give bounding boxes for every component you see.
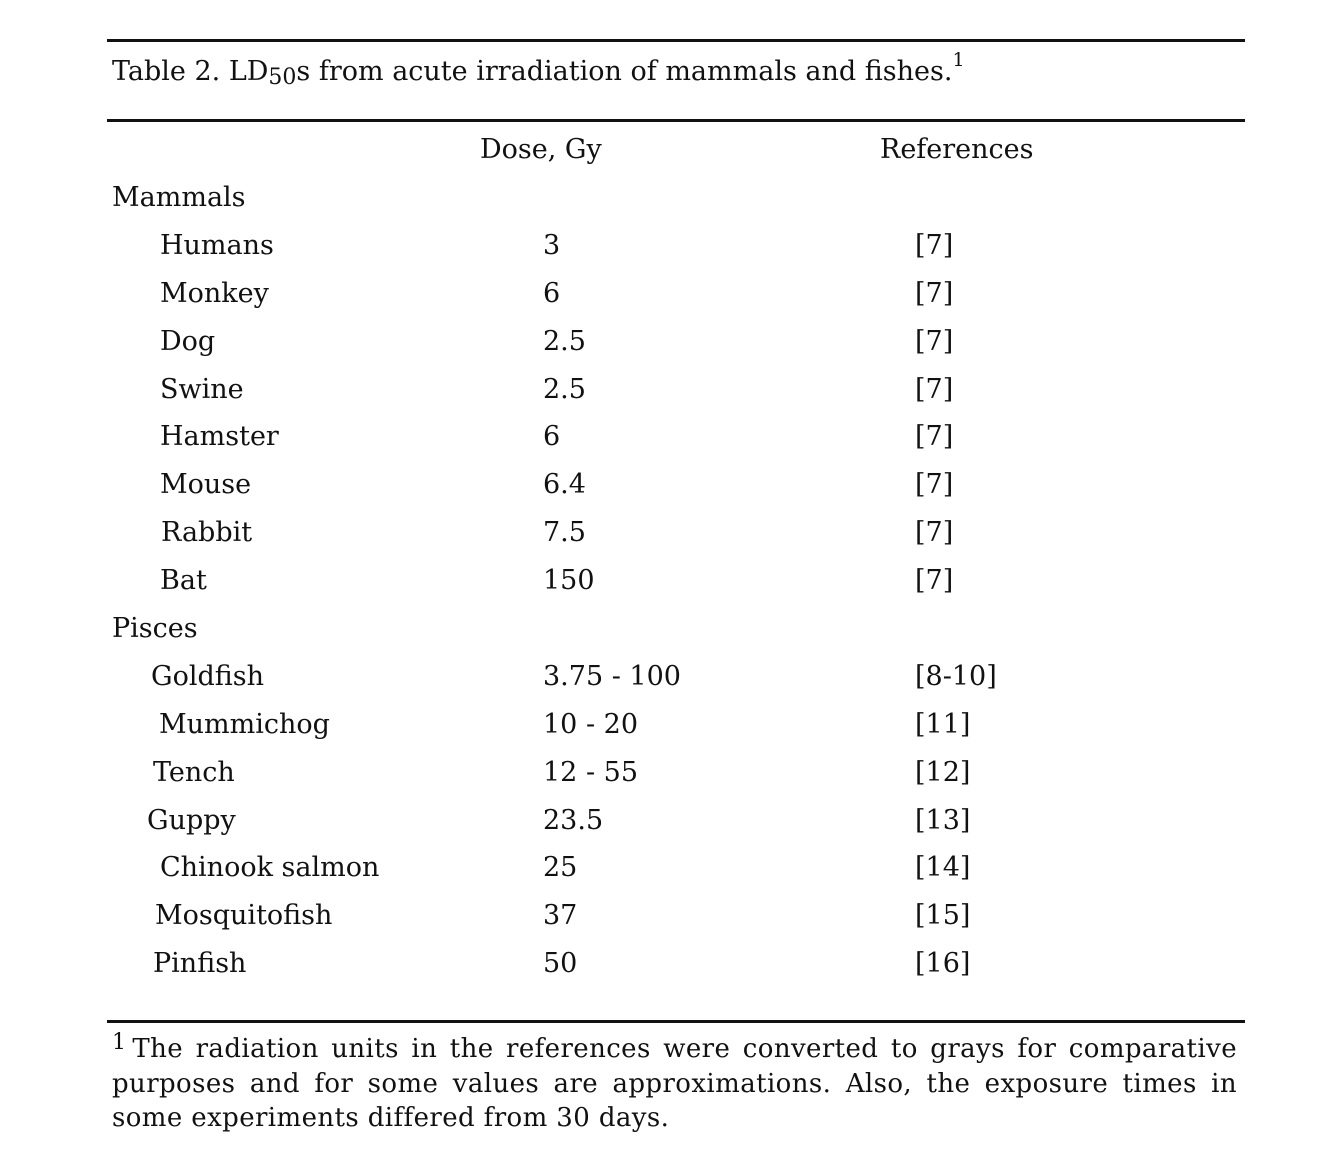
group-label: Pisces [112,613,198,645]
column-header-references: References [880,134,1034,165]
table-row [0,803,1330,851]
dose-cell: 50 [543,948,578,980]
dose-cell: 23.5 [543,804,604,836]
dose-cell: 6 [543,421,561,453]
species-name: Humans [160,229,274,261]
species-name: Pinfish [153,948,247,980]
dose-cell: 25 [543,852,578,884]
table-caption [112,42,965,96]
dose-cell: 37 [543,900,578,932]
reference-cell: [7] [915,421,954,453]
table-group-row [0,180,1330,228]
table-row [0,659,1330,707]
dose-cell: 6 [543,277,561,309]
reference-cell: [7] [915,373,954,405]
bottom-rule [107,1020,1245,1023]
reference-cell: [15] [915,900,971,932]
dose-cell: 3.75 - 100 [543,660,681,692]
dose-cell: 7.5 [543,517,586,549]
table-row [0,946,1330,994]
species-name: Goldfish [151,660,264,692]
dose-cell: 10 - 20 [543,708,639,740]
species-name: Monkey [160,277,269,309]
reference-cell: [7] [915,469,954,501]
dose-cell: 2.5 [543,325,586,357]
footnote-mark: 1 [112,1030,127,1055]
reference-cell: [7] [915,325,954,357]
species-name: Bat [160,565,207,597]
species-name: Swine [160,373,244,405]
dose-cell: 3 [543,229,561,261]
reference-cell: [11] [915,708,971,740]
species-name: Guppy [147,804,236,836]
table-group-row [0,611,1330,659]
reference-cell: [7] [915,565,954,597]
dose-cell: 6.4 [543,469,586,501]
dose-cell: 150 [543,565,595,597]
table-row [0,755,1330,803]
species-name: Rabbit [161,517,253,549]
table-row [0,898,1330,946]
table-row [0,467,1330,515]
reference-cell: [14] [915,852,971,884]
species-name: Tench [153,756,235,788]
table-footnote [112,1026,1237,1136]
reference-cell: [16] [915,948,971,980]
species-name: Mummichog [159,708,330,740]
group-label: Mammals [112,182,246,213]
caption-footnote-mark: 1 [952,49,965,71]
species-name: Mosquitofish [155,900,333,932]
reference-cell: [13] [915,804,971,836]
species-name: Dog [160,325,216,357]
reference-cell: [7] [915,517,954,549]
table-row [0,707,1330,755]
species-name: Mouse [160,469,252,501]
species-name: Hamster [160,421,279,453]
table-row [0,419,1330,467]
table-body [0,180,1330,994]
table-row [0,372,1330,420]
caption-prefix: Table 2. LD [112,56,269,87]
column-header-dose: Dose, Gy [480,134,602,165]
reference-cell: [7] [915,229,954,261]
table-row [0,515,1330,563]
table-row [0,850,1330,898]
species-name: Chinook salmon [160,852,380,884]
caption-subscript: 50 [268,65,297,90]
reference-cell: [7] [915,277,954,309]
reference-cell: [12] [915,756,971,788]
header-rule [107,119,1245,122]
dose-cell: 12 - 55 [543,756,639,788]
table-row [0,228,1330,276]
table-row [0,563,1330,611]
table-row [0,276,1330,324]
footnote-text: The radiation units in the references were converted to grays for comparative purposes and for some values are approximations. Also, the exposure times in some experiments differed from 30 days. [112,1034,1237,1133]
caption-suffix: s from acute irradiation of mammals and fishes. [296,56,953,87]
dose-cell: 2.5 [543,373,586,405]
table-row [0,324,1330,372]
reference-cell: [8-10] [915,660,997,692]
